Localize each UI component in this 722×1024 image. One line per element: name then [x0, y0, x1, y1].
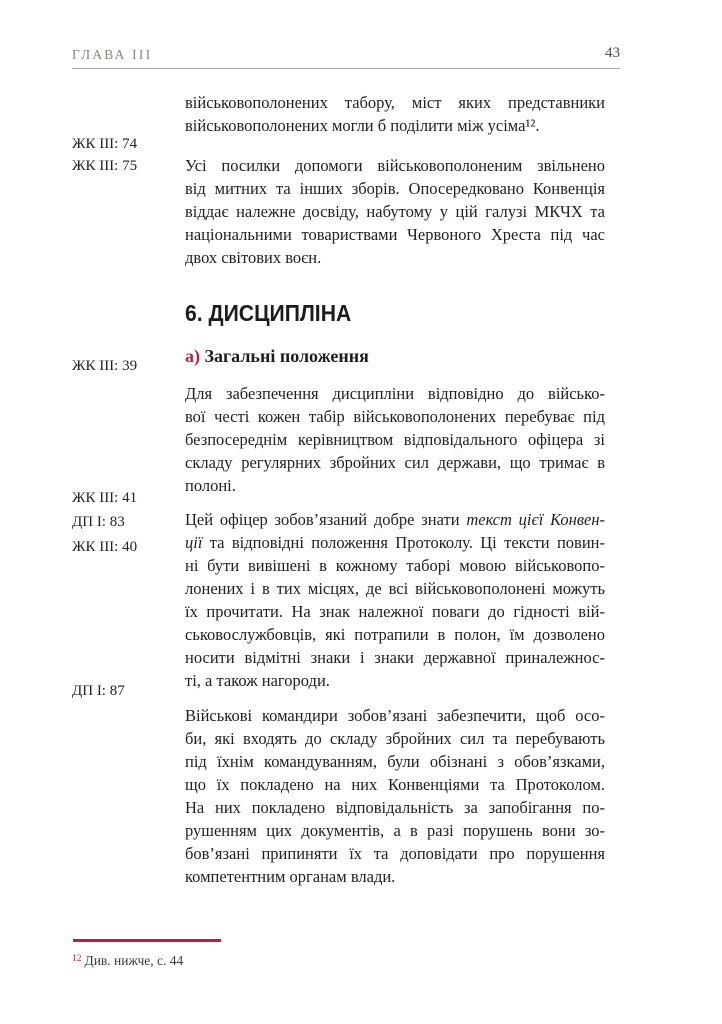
margin-reference: ДП I: 87 [72, 683, 125, 699]
footnote-marker: 12 [72, 954, 82, 964]
page-number: 43 [605, 45, 620, 61]
margin-reference: ЖК III: 75 [72, 158, 138, 174]
footnote [72, 953, 183, 969]
chapter-running-head: ГЛАВА III [72, 47, 153, 62]
paragraph: Для забезпечення дисципліни відповідно до військо- вої честі кожен табір військовополонених перебуває під безпосереднім керівництвом відповідального офіцера зі складу регулярних збройних сил держави, що тримає в полоні. [185, 384, 605, 495]
subsection-title-text: Загальні положення [204, 346, 369, 366]
margin-reference: ЖК III: 39 [72, 358, 138, 374]
footnote-divider [73, 939, 221, 942]
margin-reference: ЖК III: 74 [72, 136, 138, 152]
subsection-marker: а) [185, 346, 200, 366]
paragraph: Військові командири зобов’язані забезпечити, щоб осо- би, які входять до складу збройних сил та перебувають під їхнім командуванням, були обізнані з обов’язками, що їх покладено на них Конвенціями та Протоколом. На них покладено відповідальність за запобігання по- рушенням цих документів, а в разі порушень вони зо- бов’язані припиняти їх та доповідати про порушення компетентним органам влади. [185, 706, 605, 886]
margin-reference: ДП I: 83 [72, 514, 125, 530]
margin-reference: ЖК III: 40 [72, 539, 138, 555]
paragraph: військовополонених табору, міст яких представники військовополонених могли б поділити між усіма¹². [185, 93, 605, 135]
paragraph: Цей офіцер зобов’язаний добре знати текст цієї Конвен- ції та відповідні положення Протоколу. Ці тексти повин- ні бути вивішені в кожному таборі мовою військовопо- лонених і в тих місцях, де всі військовополонені можуть їх прочитати. На знак належної поваги до гідності вій- ськовослужбовців, які потрапили в полон, їм дозволено носити відмітні знаки і знаки державної приналежнос- ті, а також нагороди. [185, 510, 605, 690]
footnote-text: Див. нижче, с. 44 [84, 953, 184, 968]
section-heading-text: 6. ДИСЦИПЛІНА [185, 300, 352, 326]
header-divider [72, 68, 620, 69]
paragraph: Усі посилки допомоги військовополоненим звільнено від митних та інших зборів. Опосередковано Конвенція віддає належне досвіду, набутому у цій галузі МКЧХ та національними товариствами Червоного Хреста під час двох світових воєн. [185, 156, 605, 267]
subsection-heading [185, 344, 369, 368]
section-heading [185, 300, 366, 326]
margin-reference: ЖК III: 41 [72, 490, 138, 506]
